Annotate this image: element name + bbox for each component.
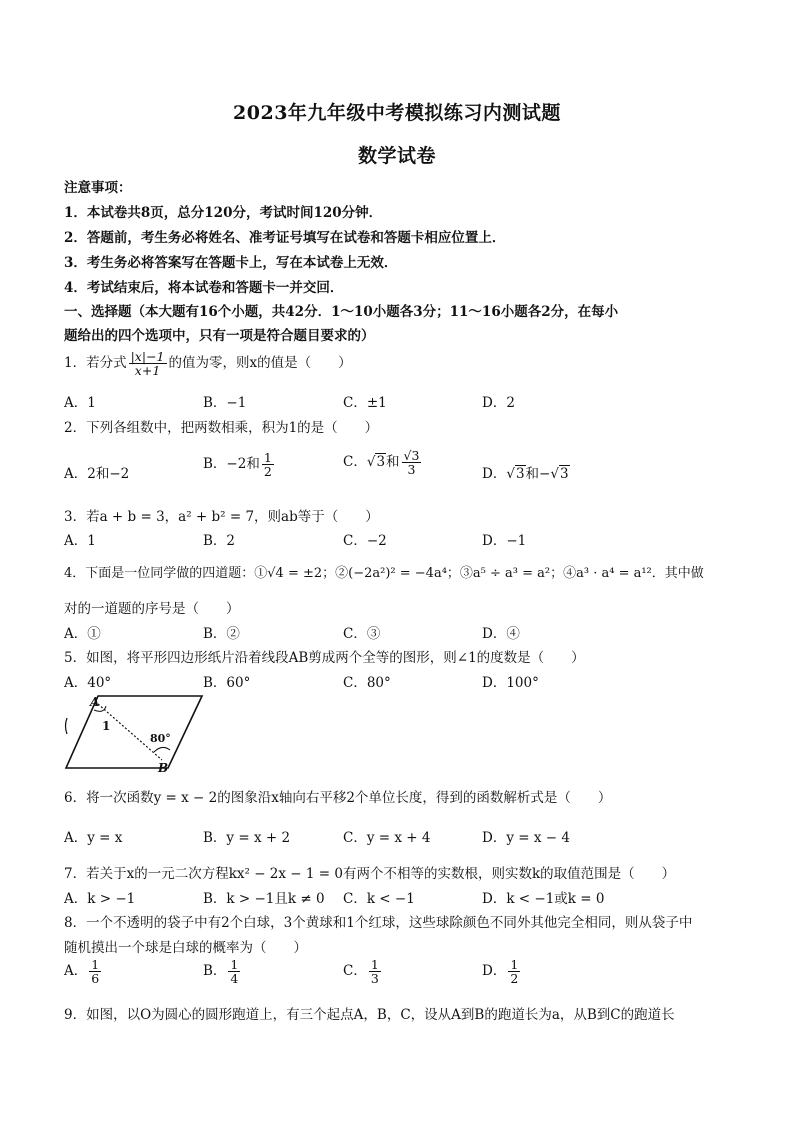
q2c-sqrt: √3 [366, 454, 386, 471]
q2c-num: √3 [403, 448, 420, 463]
q2-option-d-label: D． [482, 466, 507, 482]
q8-option-b [203, 958, 242, 985]
label-a: A [90, 695, 100, 709]
q1-denominator: x+1 [134, 363, 161, 379]
q1-option-a: A．1 [64, 395, 96, 411]
q6-option-a: A．y = x [64, 830, 123, 846]
question-5-stem: 5．如图，将平形四边形纸片沿着线段AB剪成两个全等的图形，则∠1的度数是（ ） [64, 650, 585, 666]
question-4-line1: 4．下面是一位同学做的四道题：①√4 = ±2；②(−2a²)² = −4a⁴；③a⁵ ÷ a³ = a²；④a³ · a⁴ = a¹²．其中做 [64, 566, 704, 581]
q6-option-c: C．y = x + 4 [343, 830, 431, 846]
question-8-line1: 8．一个不透明的袋子中有2个白球，3个黄球和1个红球，这些球除颜色不同外其他完全相同，则从袋子中 [64, 915, 693, 931]
q3-option-b: B．2 [203, 533, 236, 549]
q1-option-d: D．2 [482, 395, 515, 411]
q2-option-c-label: C． [343, 454, 367, 471]
question-4-line2: 对的一道题的序号是（ ） [64, 601, 240, 617]
q2-option-d [482, 462, 570, 482]
angle-80-arc [154, 747, 170, 752]
q7-option-a: A．k > −1 [64, 891, 136, 907]
q7-option-d: D．k < −1或k = 0 [482, 891, 605, 907]
q8-option-a-fraction [89, 958, 101, 985]
parallelogram-figure [64, 690, 204, 774]
q3-option-c: C．−2 [343, 533, 387, 549]
q5-option-b: B．60° [203, 675, 251, 691]
notice-heading: 注意事项： [64, 180, 132, 196]
q8a-num: 1 [91, 957, 100, 972]
q3-option-d: D．−1 [482, 533, 527, 549]
q2d-and: 和− [525, 466, 551, 482]
question-2-stem: 2．下列各组数中，把两数相乘，积为1的是（ ） [64, 420, 379, 436]
question-7-stem: 7．若关于x的一元二次方程kx² − 2x − 1 = 0有两个不相等的实数根，则实数k的取值范围是（ ） [64, 866, 676, 882]
q2-option-b-label: B．−2和 [203, 456, 260, 473]
q4-option-a: A．① [64, 626, 101, 642]
q8c-den: 3 [370, 971, 379, 987]
label-b: B [158, 761, 169, 774]
question-8-line2: 随机摸出一个球是白球的概率为（ ） [64, 940, 307, 956]
q4-option-c: C．③ [343, 626, 381, 642]
q8-option-b-fraction [228, 958, 240, 985]
exam-title: 2023年九年级中考模拟练习内测试题 [233, 102, 561, 124]
q8-option-a-label: A． [64, 963, 88, 980]
q2-option-a: A．2和−2 [64, 466, 130, 482]
question-1-stem [64, 350, 352, 377]
q2c-num-radicand: 3 [411, 448, 420, 463]
q2-option-c [343, 449, 423, 476]
q1-fraction [129, 350, 167, 377]
q1-numerator: |x|−1 [130, 349, 165, 364]
q8a-den: 6 [91, 971, 100, 987]
question-3-stem: 3．若a + b = 3，a² + b² = 7，则ab等于（ ） [64, 509, 379, 525]
q2d-radicand-2: 3 [559, 466, 569, 482]
q2d-radicand-1: 3 [515, 466, 525, 482]
q8-option-d-label: D． [482, 963, 507, 980]
q8-option-c [343, 958, 383, 985]
q8-option-a [64, 958, 103, 985]
q2b-den: 2 [263, 464, 272, 480]
q2c-radicand: 3 [376, 454, 386, 471]
q2b-num: 1 [263, 450, 272, 465]
q8-option-d [482, 958, 522, 985]
q8-option-c-fraction [369, 958, 381, 985]
parallelogram-shape [66, 696, 202, 768]
section-heading-line1: 一、选择题（本大题有16个小题，共42分．1～10小题各3分；11～16小题各2分，在每小 [64, 304, 619, 320]
q2d-sqrt-2: √3 [550, 466, 569, 482]
exam-subtitle: 数学试卷 [357, 145, 436, 167]
q8b-num: 1 [230, 957, 239, 972]
q2c-den: 3 [407, 462, 416, 478]
q2d-sqrt-1: √3 [506, 466, 525, 482]
q2c-fraction [402, 449, 422, 476]
q5-option-c: C．80° [343, 675, 391, 691]
section-heading-line2: 题给出的四个选项中，只有一项是符合题目要求的） [64, 328, 375, 344]
q1-prefix: 1．若分式 [64, 355, 127, 372]
question-9-line1: 9．如图，以O为圆心的圆形跑道上，有三个起点A，B，C，设从A到B的跑道长为a，从B到C的跑道长 [64, 1007, 675, 1023]
q8d-num: 1 [510, 957, 519, 972]
q7-option-b: B．k > −1且k ≠ 0 [203, 891, 325, 907]
q3-option-a: A．1 [64, 533, 96, 549]
q6-option-b: B．y = x + 2 [203, 830, 291, 846]
q8-option-c-label: C． [343, 963, 367, 980]
notice-item-2: 2．答题前，考生务必将姓名、准考证号填写在试卷和答题卡相应位置上． [64, 230, 506, 246]
question-6-stem: 6．将一次函数y = x − 2的图象沿x轴向右平移2个单位长度，得到的函数解析式是（ ） [64, 790, 612, 806]
q2c-and: 和 [386, 454, 400, 471]
notice-item-1: 1．本试卷共8页，总分120分，考试时间120分钟． [64, 205, 383, 221]
q5-option-d: D．100° [482, 675, 539, 691]
q4-option-b: B．② [203, 626, 240, 642]
label-angle-80: 80° [150, 732, 171, 745]
q4-option-d: D．④ [482, 626, 520, 642]
q5-option-a: A．40° [64, 675, 112, 691]
q7-option-c: C．k < −1 [343, 891, 415, 907]
q6-option-d: D．y = x − 4 [482, 830, 570, 846]
notice-item-3: 3．考生务必将答案写在答题卡上，写在本试卷上无效． [64, 255, 398, 271]
q8c-num: 1 [370, 957, 379, 972]
q1-suffix: 的值为零，则x的值是（ ） [168, 355, 352, 372]
q8b-den: 4 [230, 971, 239, 987]
left-edge-mark [66, 718, 68, 734]
q2-option-b [203, 451, 276, 478]
notice-item-4: 4．考试结束后，将本试卷和答题卡一并交回． [64, 280, 344, 296]
q1-option-c: C．±1 [343, 395, 387, 411]
q8d-den: 2 [510, 971, 519, 987]
q2-option-b-fraction [262, 451, 274, 478]
q8-option-d-fraction [508, 958, 520, 985]
q8-option-b-label: B． [203, 963, 227, 980]
q1-option-b: B．−1 [203, 395, 247, 411]
label-angle-1: 1 [102, 719, 111, 733]
